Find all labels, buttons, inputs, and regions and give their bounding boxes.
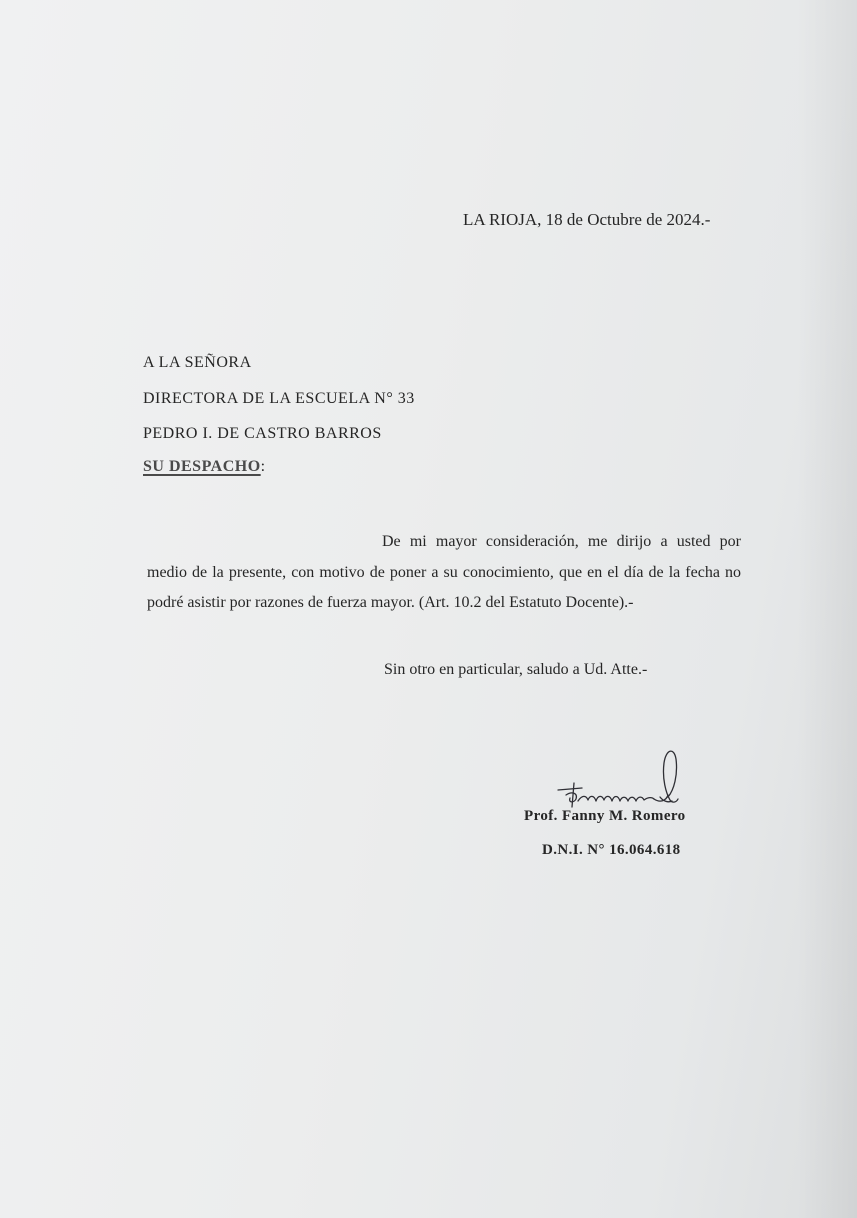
handwritten-signature: [548, 745, 693, 815]
recipient-line-1: A LA SEÑORA: [143, 354, 252, 371]
signer-name: Prof. Fanny M. Romero: [524, 808, 686, 824]
paper-shadow: [797, 0, 857, 1218]
despacho-colon: :: [260, 458, 266, 475]
recipient-line-4: [143, 458, 266, 476]
letter-body: De mi mayor consideración, me dirijo a usted por medio de la presente, con motivo de poner a su conocimiento, que en el día de la fecha no podré asistir por razones de fuerza mayor. (Art. 10.2 del Estatuto Docente).-: [147, 533, 741, 611]
date-line: LA RIOJA, 18 de Octubre de 2024.-: [463, 210, 711, 229]
recipient-line-2: DIRECTORA DE LA ESCUELA N° 33: [143, 390, 415, 407]
despacho-label: SU DESPACHO: [143, 458, 261, 475]
closing-line: Sin otro en particular, saludo a Ud. Atte.-: [384, 661, 648, 678]
recipient-line-3: PEDRO I. DE CASTRO BARROS: [143, 425, 382, 442]
signer-dni: D.N.I. N° 16.064.618: [542, 842, 681, 858]
